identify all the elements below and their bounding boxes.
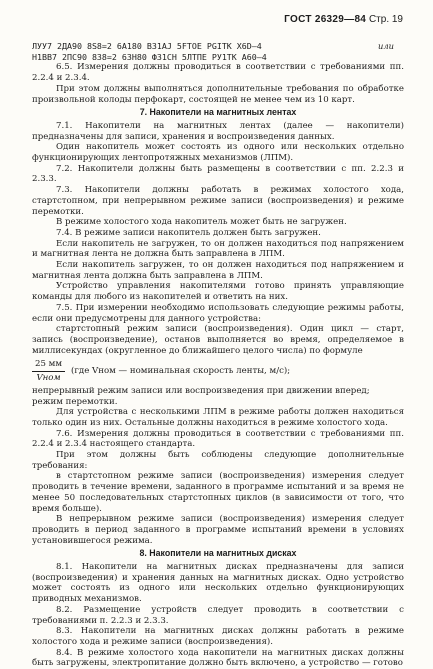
paragraph-7-3b: В режиме холостого хода накопитель может быть не загружен. [56, 217, 347, 228]
paragraph-8-3: 8.3. Накопители на магнитных дисках должны работать в режиме холостого хода и режиме записи (воспроизведения). [32, 626, 404, 647]
page-content [32, 41, 404, 669]
paragraph-7-4d: Устройство управления накопителями готово принять управляющие команды для любого из накопителей и ответить на них. [32, 281, 404, 303]
paragraph-6-5: 6.5. Измерения должны проводиться в соответствии с требованиями пп. 2.2.4 и 2.3.4. [32, 62, 404, 84]
paragraph-7-6b: При этом должны быть соблюдены следующие дополнительные требования: [32, 450, 404, 471]
code-line-1 [32, 41, 404, 52]
paragraph-7-5e: Для устройства с несколькими ЛПМ в режиме работы должен находиться только один из них. Остальные должны находиться в режиме холостого хода. [32, 407, 404, 428]
formula-numerator: 25 мм [32, 359, 65, 372]
paragraph-7-4: 7.4. В режиме записи накопитель должен быть загружен. [56, 227, 321, 238]
paragraph-7-3: 7.3. Накопители должны работать в режимах холостого хода, стартстопном, при непрерывном режиме записи (воспроизведения) и режиме перемотки. [32, 185, 404, 217]
formula-fraction [32, 359, 65, 383]
paragraph-7-5: 7.5. При измерении необходимо использовать следующие режимы работы, если они предусмотрены для данного устройства: [32, 302, 404, 324]
paragraph-7-1b: Один накопитель может состоять из одного или нескольких отдельно функционирующих лентопротяжных механизмов (ЛПМ). [32, 142, 404, 164]
paragraph-7-1: 7.1. Накопители на магнитных лентах (далее — накопители) предназначены для записи, хранения и воспроизведения данных. [32, 120, 404, 142]
section-7-title: 7. Накопители на магнитных лентах [139, 107, 297, 118]
formula [32, 359, 404, 383]
formula-denominator: Vном [36, 373, 61, 384]
paragraph-7-6c: в стартстопном режиме записи (воспроизведения) измерения следует проводить в течение времени, заданного в программе испытаний и за время не менее 50 последовательных стартстопных циклов (в зависимости от того, что время больше). [32, 471, 404, 514]
page-header [284, 15, 403, 26]
paragraph-8-1: 8.1. Накопители на магнитных дисках предназначены для записи (воспроизведения) и хранения данных на магнитных дисках. Одно устройство может состоять из одного или нескольких отдельно функционирующих приводных механизмов. [32, 562, 404, 605]
paragraph-8-2: 8.2. Размещение устройств следует проводить в соответствии с требованиями п. 2.2.3 и 2.3.3. [32, 604, 404, 626]
paragraph-7-2: 7.2. Накопители должны быть размещены в соответствии с пп. 2.2.3 и 2.3.3. [32, 163, 404, 185]
paragraph-7-4c: Если накопитель загружен, то он должен находиться под напряжением и магнитная лента должна быть заправлена в ЛПМ. [32, 260, 404, 281]
paragraph-7-5b: стартстопный режим записи (воспроизведения). Один цикл — старт, запись (воспроизведение), останов выполняется во время, определяемое в миллисекундах (округленное до ближайшего целого числа) по формуле [32, 324, 404, 356]
formula-explanation: (где Vном — номинальная скорость ленты, м/с); [71, 366, 291, 377]
code-line-1-text: ЛУУ7 2ДА90 8S8=2 6А180 ВЗ1АЈ 5FТОЕ РGIТК Х6D—4 [32, 41, 262, 51]
paragraph-7-4b: Если накопитель не загружен, то он должен находиться под напряжением и магнитная лента не должна быть заправлена в ЛПМ. [32, 238, 404, 260]
paragraph-7-5c: непрерывный режим записи или воспроизведения при движении вперед; [32, 385, 370, 396]
paragraph-7-6d: В непрерывном режиме записи (воспроизведения) измерения следует проводить в период заданного в программе испытаний времени в условиях установившегося режима. [32, 514, 404, 546]
code-line-1-suffix: или [378, 41, 394, 51]
page-number: Стр. 19 [368, 14, 403, 25]
paragraph-8-4: 8.4. В режиме холостого хода накопители на магнитных дисках должны быть загружены, электропитание должно быть включено, а устройство — готово [32, 647, 404, 669]
code-line-2: Н1ВВ7 2ПС90 838=2 63Н80 Ф31СН 5ЛТПЕ РУ1ТК А60—4 [32, 51, 267, 62]
paragraph-7-6: 7.6. Измерения должны проводиться в соответствии с требованиями пп. 2.2.4 и 2.3.4 настоящего стандарта. [32, 428, 404, 450]
paragraph-6-5b: При этом должны выполняться дополнительные требования по обработке произвольной колоды перфокарт, состоящей не менее чем из 10 карт. [32, 83, 404, 105]
paragraph-7-5d: режим перемотки. [32, 396, 118, 407]
standard-number: ГОСТ 26329—84 [284, 14, 367, 25]
section-8-title: 8. Накопители на магнитных дисках [139, 548, 297, 559]
